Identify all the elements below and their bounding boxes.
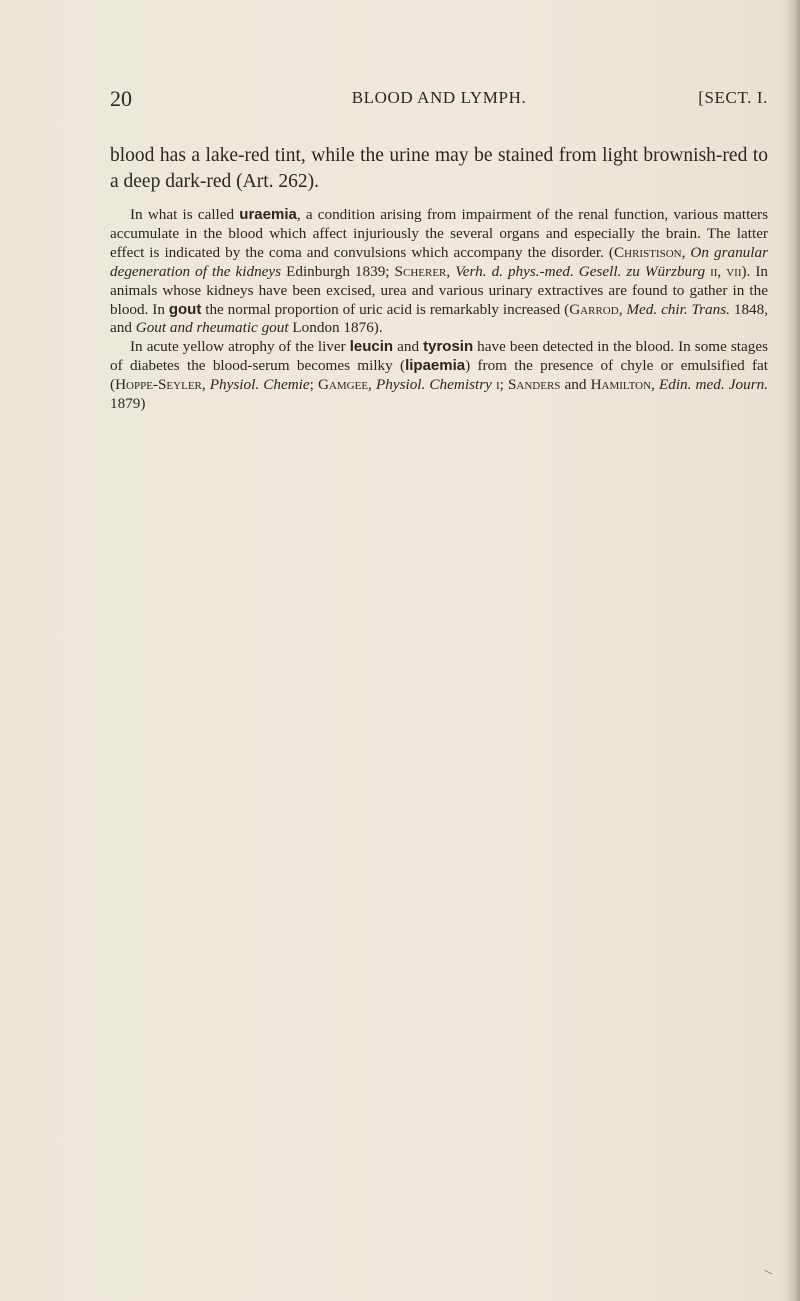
text-run: ;	[309, 376, 318, 394]
text-run: 1848, and	[110, 300, 769, 337]
text-run: London 1876).	[288, 319, 383, 337]
text-run: ,	[681, 243, 691, 261]
author-scherer: Scherer	[394, 262, 447, 280]
page-number: 20	[110, 86, 132, 111]
citation-title: Verh. d. phys.-med. Gesell. zu Würzburg	[455, 262, 706, 280]
citation-title: Gout and rheumatic gout	[135, 319, 289, 337]
lead-paragraph: blood has a lake-red tint, while the urine may be stained from light brownish-red to a deep dark-red (Art. 262).	[110, 145, 768, 192]
text-run: ,	[446, 262, 456, 280]
citation-volume: i	[495, 376, 500, 394]
citation-title: Med. chir. Trans.	[626, 300, 730, 318]
text-run: the normal proportion of uric acid is remarkably increased (	[201, 300, 570, 318]
corner-pencil-mark: \	[762, 1266, 775, 1279]
section-label: [SECT. I.	[698, 88, 768, 107]
running-title: BLOOD AND LYMPH.	[351, 88, 527, 107]
text-run: ). In animals whose kidneys have been excised, urea and various urinary extractives are found to gather in the blood. In	[110, 262, 769, 318]
text-run: Edinburgh 1839;	[281, 262, 395, 280]
citation-title: Physiol. Chemie	[209, 376, 310, 394]
text-run: ,	[368, 376, 376, 394]
author-hamilton: Hamilton	[590, 376, 652, 394]
text-run: and	[393, 338, 424, 356]
citation-title: On granular degeneration of the kidneys	[110, 243, 768, 280]
page-edge-shadow	[786, 0, 800, 1301]
paragraph-atrophy	[110, 338, 768, 414]
text-run: In what is called	[130, 206, 240, 223]
term-gout: gout	[168, 300, 202, 318]
author-hoppe-seyler: Hoppe-Seyler	[115, 376, 202, 394]
text-run: ,	[201, 376, 210, 394]
text-run: , a condition arising from impairment of the renal function, various matters accumulate in the blood which affect injuriously the several organs and especially the brain. The latter effect is indicated by the coma and convulsions which accompany the disorder. (	[110, 206, 769, 261]
text-run: In acute yellow atrophy of the liver	[130, 338, 350, 356]
text-run: have been detected in the blood. In some stages of diabetes the blood-serum becomes milky (	[110, 338, 768, 375]
text-run: 1879)	[110, 395, 146, 413]
author-gamgee: Gamgee	[317, 376, 369, 394]
text-run: ,	[651, 376, 659, 394]
term-leucin: leucin	[349, 338, 394, 356]
term-lipaemia: lipaemia	[405, 357, 466, 375]
small-print-block	[110, 206, 768, 414]
text-run: ,	[618, 300, 627, 318]
text-run: and	[560, 376, 591, 394]
page-header	[110, 86, 768, 116]
paragraph-uraemia	[110, 206, 768, 338]
term-uraemia: uraemia	[239, 206, 297, 223]
citation-title: Edin. med. Journ.	[658, 376, 768, 394]
author-sanders: Sanders	[507, 376, 561, 394]
text-run: ) from the presence of chyle or emulsified fat (	[110, 357, 768, 394]
author-christison: Christison	[614, 243, 682, 261]
term-tyrosin: tyrosin	[423, 338, 474, 356]
citation-title: Physiol. Chemistry	[375, 376, 492, 394]
text-run: ;	[499, 376, 508, 394]
citation-volume: ii, vii	[710, 262, 742, 280]
author-garrod: Garrod	[569, 300, 619, 318]
